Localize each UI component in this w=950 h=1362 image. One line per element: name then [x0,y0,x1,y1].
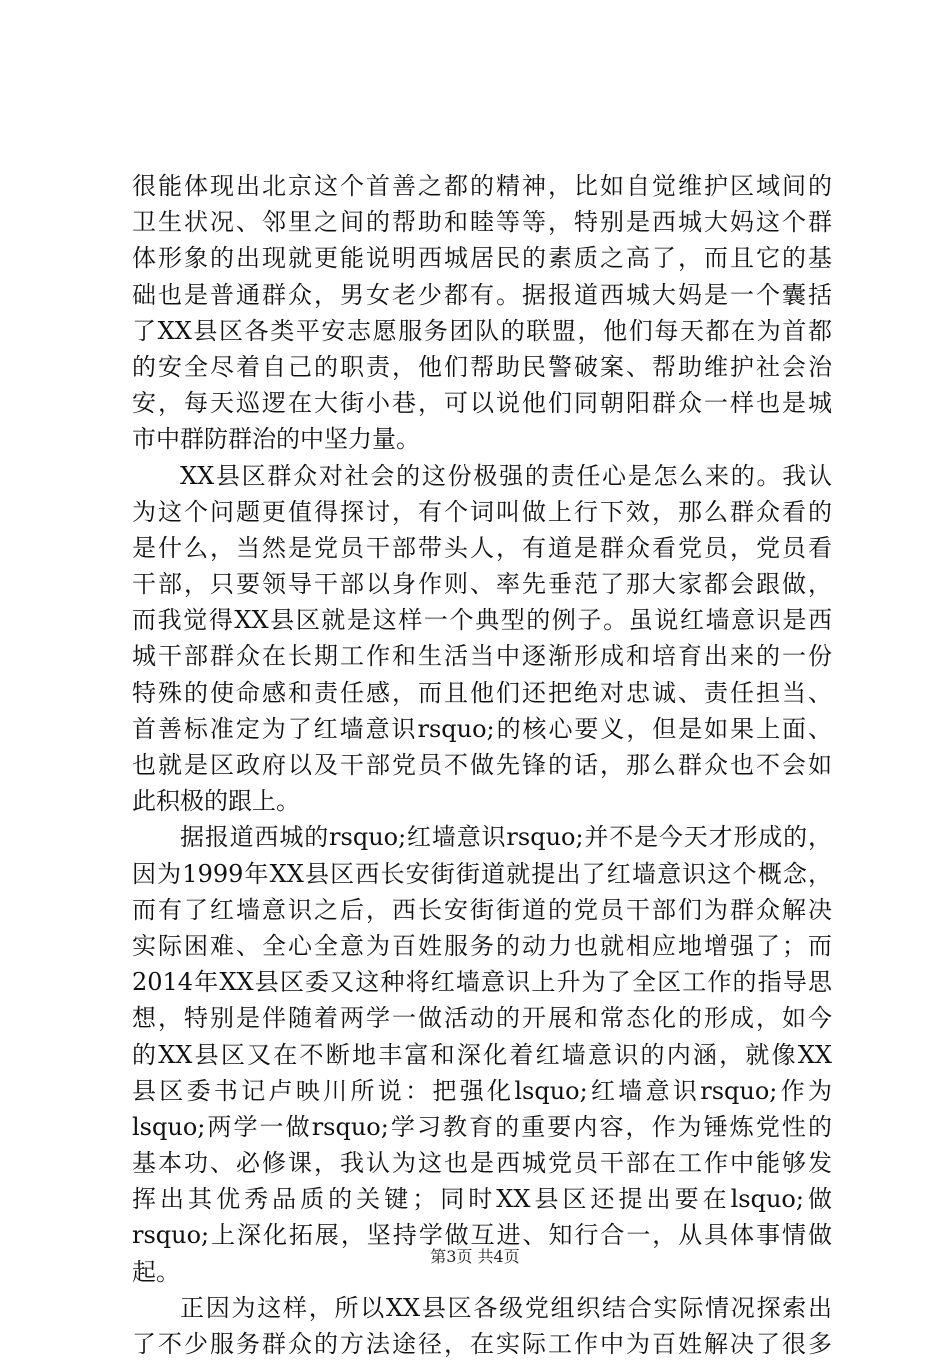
text-line: 的XX县区又在不断地丰富和深化着红墙意识的内涵，就像XX [132,1040,832,1069]
text-line: 县区委书记卢映川所说：把强化lsquo;红墙意识rsquo;作为 [132,1076,832,1105]
text-line: 是什么，当然是党员干部带头人，有道是群众看党员，党员看 [132,533,832,562]
paragraph [132,458,832,820]
text-line: 卫生状况、邻里之间的帮助和睦等等，特别是西城大妈这个群 [132,208,832,237]
paragraph [132,1290,832,1362]
text-line: 了XX县区各类平安志愿服务团队的联盟，他们每天都在为首都 [132,316,832,345]
page-footer: 第3页 共4页 [430,1247,520,1266]
text-line: 而有了红墙意识之后，西长安街街道的党员干部们为群众解决 [132,895,832,924]
paragraph [132,168,832,458]
text-line: 了不少服务群众的方法途径，在实际工作中为百姓解决了很多 [132,1330,832,1358]
text-line: 的安全尽着自己的职责，他们帮助民警破案、帮助维护社会治 [132,352,832,381]
paragraph [132,819,832,1289]
text-line: 础也是普通群众，男女老少都有。据报道西城大妈是一个囊括 [132,280,832,309]
document-body [132,168,832,1362]
text-line: 2014年XX县区委又这种将红墙意识上升为了全区工作的指导思 [132,968,832,997]
text-line: rsquo;上深化拓展，坚持学做互进、知行合一，从具体事情做 [132,1221,832,1250]
text-line: 安，每天巡逻在大街小巷，可以说他们同朝阳群众一样也是城 [132,389,832,418]
text-line: 据报道西城的rsquo;红墙意识rsquo;并不是今天才形成的， [180,823,832,852]
text-line: 首善标准定为了红墙意识rsquo;的核心要义，但是如果上面、 [132,714,832,743]
text-line: 因为1999年XX县区西长安街街道就提出了红墙意识这个概念， [132,859,832,888]
text-line: 为这个问题更值得探讨，有个词叫做上行下效，那么群众看的 [132,497,832,526]
text-line: 挥出其优秀品质的关键；同时XX县区还提出要在lsquo;做 [132,1185,832,1214]
text-line: lsquo;两学一做rsquo;学习教育的重要内容，作为锤炼党性的 [132,1112,832,1141]
text-line: 此积极的跟上。 [132,787,300,816]
text-line: 很能体现出北京这个首善之都的精神，比如自觉维护区域间的 [132,172,832,200]
text-line: XX县区群众对社会的这份极强的责任心是怎么来的。我认 [180,461,832,490]
text-line: 特殊的使命感和责任感，而且他们还把绝对忠诚、责任担当、 [132,678,832,707]
text-line: 市中群防群治的中坚力量。 [132,425,420,454]
text-line: 城干部群众在长期工作和生活当中逐渐形成和培育出来的一份 [132,642,832,671]
text-line: 而我觉得XX县区就是这样一个典型的例子。虽说红墙意识是西 [132,606,832,635]
text-line: 正因为这样，所以XX县区各级党组织结合实际情况探索出 [180,1293,832,1322]
text-line: 实际困难、全心全意为百姓服务的动力也就相应地增强了；而 [132,931,832,960]
text-line: 起。 [132,1257,180,1286]
text-line: 干部，只要领导干部以身作则、率先垂范了那大家都会跟做， [132,570,832,599]
text-line: 想，特别是伴随着两学一做活动的开展和常态化的形成，如今 [132,1004,832,1033]
text-line: 也就是区政府以及干部党员不做先锋的话，那么群众也不会如 [132,751,832,779]
text-line: 体形象的出现就更能说明西城居民的素质之高了，而且它的基 [132,244,832,273]
text-line: 基本功、必修课，我认为这也是西城党员干部在工作中能够发 [132,1149,832,1178]
